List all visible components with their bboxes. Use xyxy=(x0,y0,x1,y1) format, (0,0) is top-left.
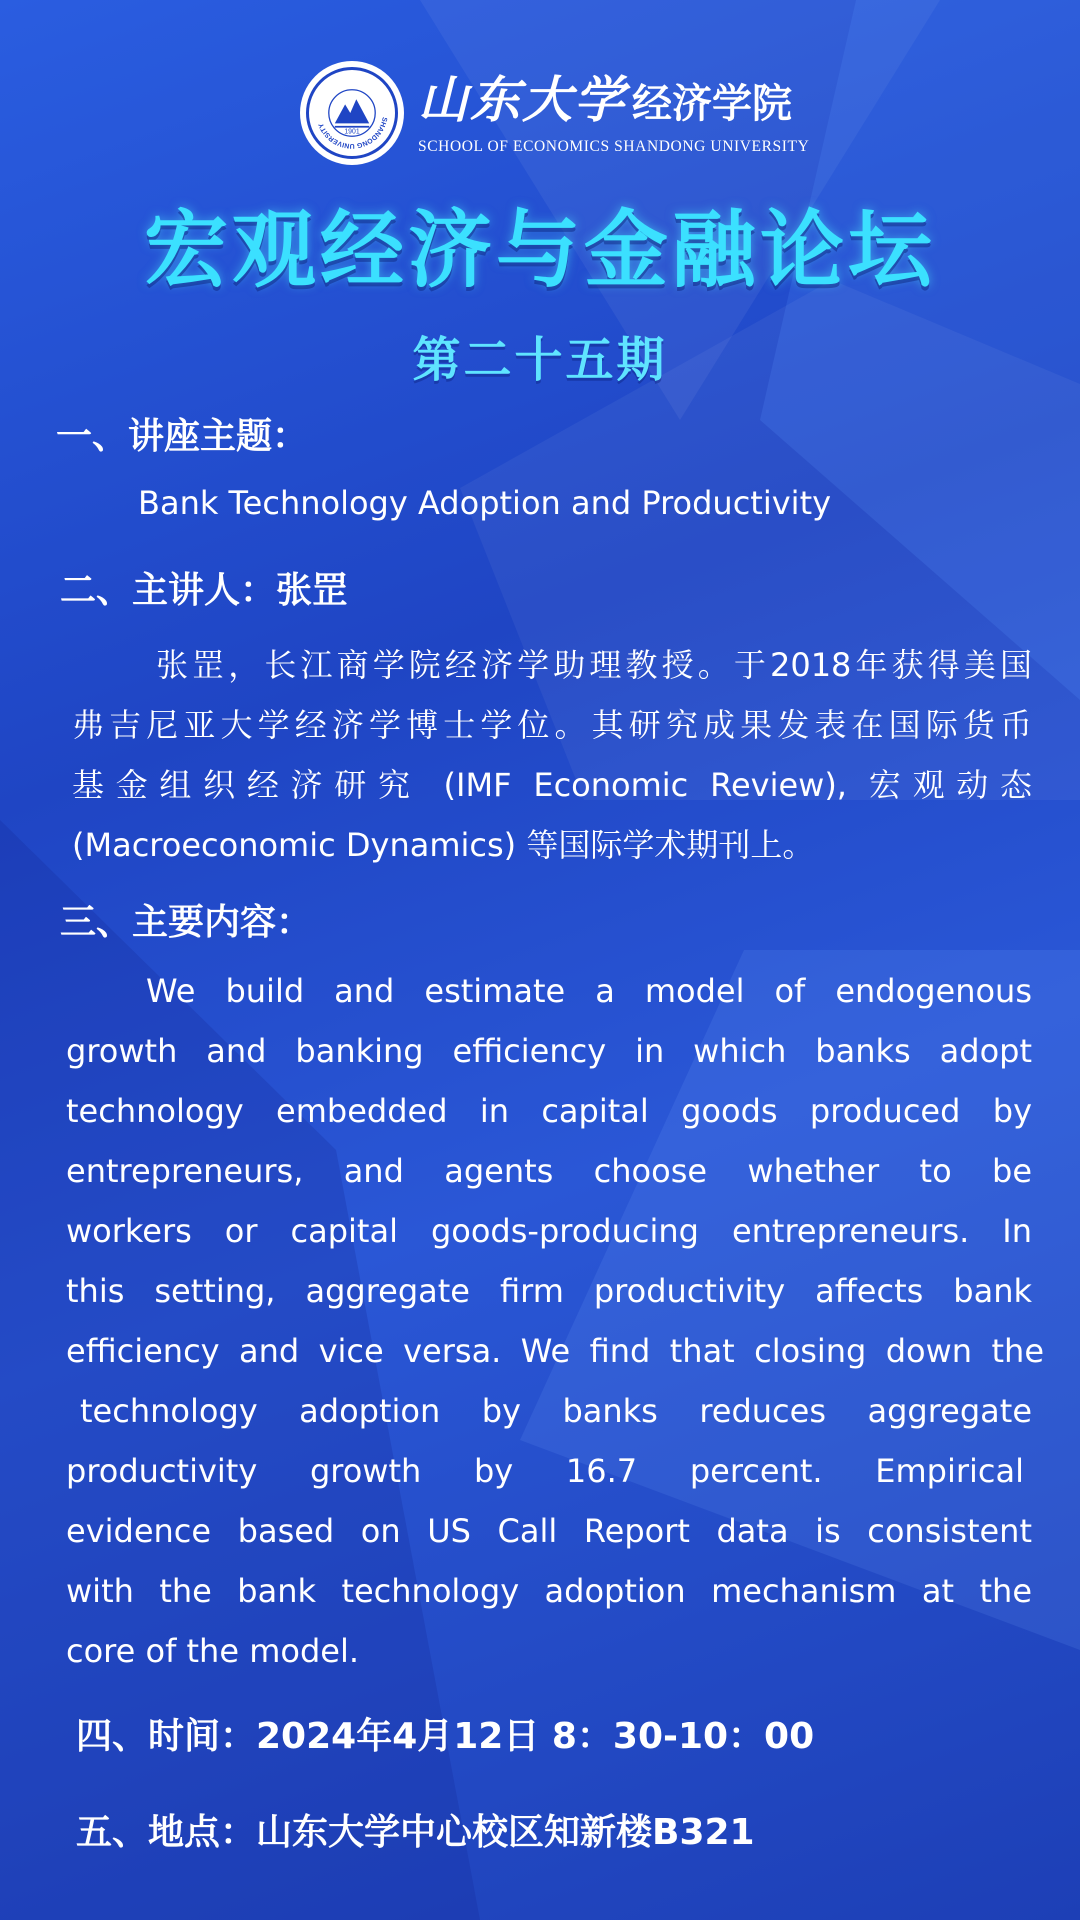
topic-title: Bank Technology Adoption and Productivity xyxy=(138,484,832,522)
abstract-line: workers or capital goods-producing entrepreneurs. In xyxy=(66,1212,1032,1250)
school-header xyxy=(300,58,809,168)
abstract-line: We build and estimate a model of endogenous xyxy=(146,972,1032,1010)
speaker-bio-line: 弗吉尼亚大学经济学博士学位。其研究成果发表在国际货币 xyxy=(72,706,1032,744)
forum-title: 宏观经济与金融论坛 xyxy=(143,201,936,299)
school-name: 经济学院 xyxy=(632,81,792,127)
mountain-seal-icon xyxy=(309,70,395,156)
seal-ring-text: SHANDONG UNIVERSITY xyxy=(317,116,388,149)
speaker-bio-line: 基金组织经济研究 (IMF Economic Review), 宏观动态 xyxy=(72,766,1032,804)
speaker-bio-line: 张罡，长江商学院经济学助理教授。于2018年获得美国 xyxy=(156,646,1032,684)
abstract-line: growth and banking efficiency in which banks adopt xyxy=(66,1032,1032,1070)
speaker-heading: 二、主讲人：张罡 xyxy=(60,570,349,611)
abstract-line: this setting, aggregate firm productivity affects bank xyxy=(66,1272,1032,1310)
topic-heading: 一、讲座主题： xyxy=(56,416,309,457)
abstract-line: productivity growth by 16.7 percent. Empirical xyxy=(66,1452,1024,1490)
issue-number: 第二十五期 xyxy=(412,332,668,388)
abstract-line: entrepreneurs, and agents choose whether to be xyxy=(66,1152,1032,1190)
abstract-line: efficiency and vice versa. We find that closing down the xyxy=(66,1332,1044,1370)
event-time: 四、时间：2024年4月12日 8：30-10：00 xyxy=(76,1716,815,1757)
school-name-en: SCHOOL OF ECONOMICS SHANDONG UNIVERSITY xyxy=(418,138,810,155)
abstract-line: technology embedded in capital goods produced by xyxy=(66,1092,1032,1130)
abstract-line: core of the model. xyxy=(66,1632,359,1670)
university-seal xyxy=(300,61,404,165)
speaker-bio-line: (Macroeconomic Dynamics) 等国际学术期刊上。 xyxy=(72,826,815,864)
abstract-line: evidence based on US Call Report data is consistent xyxy=(66,1512,1032,1550)
seal-year: 1901 xyxy=(344,128,360,136)
abstract-line: with the bank technology adoption mechanism at the xyxy=(66,1572,1032,1610)
event-location: 五、地点：山东大学中心校区知新楼B321 xyxy=(76,1812,755,1853)
university-name: 山东大学 xyxy=(418,70,626,129)
brand xyxy=(418,70,809,156)
content-heading: 三、主要内容： xyxy=(60,902,313,943)
abstract-line: technology adoption by banks reduces aggregate xyxy=(80,1392,1032,1430)
